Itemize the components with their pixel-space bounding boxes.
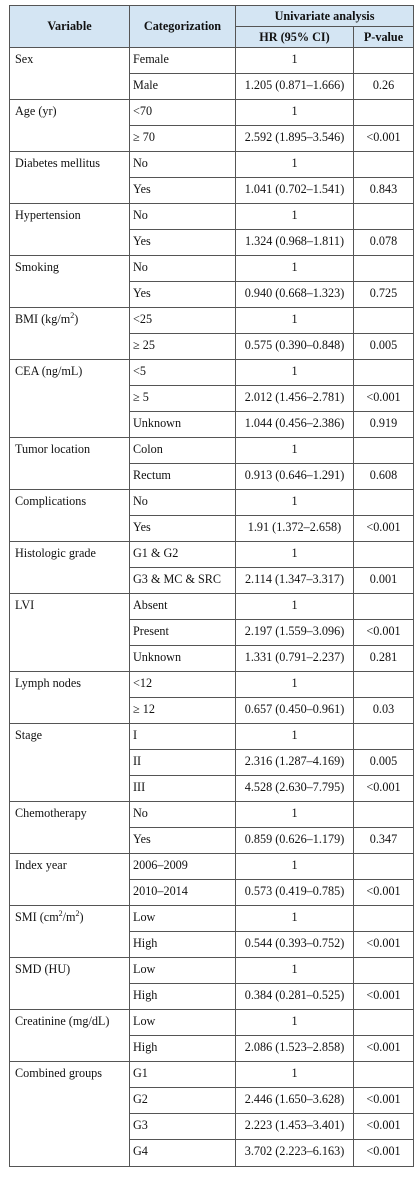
categorization-cell: <5: [130, 360, 236, 386]
table-body: [10, 48, 414, 1167]
p-value-cell: 0.725: [354, 282, 414, 308]
hr-ci-cell: 1: [236, 1062, 354, 1088]
hr-ci-cell: 2.446 (1.650–3.628): [236, 1088, 354, 1114]
hr-ci-cell: 1: [236, 958, 354, 984]
categorization-cell: Yes: [130, 230, 236, 256]
variable-label: Chemotherapy: [15, 806, 87, 820]
hr-ci-cell: 2.086 (1.523–2.858): [236, 1036, 354, 1062]
hr-ci-cell: 1.324 (0.968–1.811): [236, 230, 354, 256]
hr-ci-cell: 1: [236, 360, 354, 386]
p-value-cell: 0.347: [354, 828, 414, 854]
p-value-cell: <0.001: [354, 1140, 414, 1167]
hr-ci-cell: 1: [236, 490, 354, 516]
hr-ci-cell: 1: [236, 802, 354, 828]
variable-cell: [10, 802, 130, 828]
variable-cell: [10, 74, 130, 100]
categorization-cell: Rectum: [130, 464, 236, 490]
p-value-cell: [354, 48, 414, 74]
p-value-cell: 0.078: [354, 230, 414, 256]
hr-ci-cell: 2.592 (1.895–3.546): [236, 126, 354, 152]
table-row: [10, 958, 414, 984]
categorization-cell: Female: [130, 48, 236, 74]
hr-ci-cell: 1: [236, 542, 354, 568]
header-p-value: P-value: [354, 27, 414, 48]
p-value-cell: [354, 542, 414, 568]
hr-ci-cell: 2.114 (1.347–3.317): [236, 568, 354, 594]
table-row: [10, 438, 414, 464]
header-hr-95ci: HR (95% CI): [236, 27, 354, 48]
variable-cell: [10, 152, 130, 178]
categorization-cell: <70: [130, 100, 236, 126]
table-row: [10, 230, 414, 256]
categorization-cell: ≥ 12: [130, 698, 236, 724]
hr-ci-cell: 2.012 (1.456–2.781): [236, 386, 354, 412]
superscript: 2: [58, 908, 63, 918]
table-row: [10, 1010, 414, 1036]
p-value-cell: 0.001: [354, 568, 414, 594]
categorization-cell: G3 & MC & SRC: [130, 568, 236, 594]
categorization-cell: G4: [130, 1140, 236, 1167]
variable-cell: [10, 620, 130, 646]
table-row: [10, 750, 414, 776]
categorization-cell: G1: [130, 1062, 236, 1088]
hr-ci-cell: 0.544 (0.393–0.752): [236, 932, 354, 958]
categorization-cell: Unknown: [130, 412, 236, 438]
variable-cell: [10, 178, 130, 204]
categorization-cell: No: [130, 204, 236, 230]
table-row: [10, 672, 414, 698]
p-value-cell: <0.001: [354, 516, 414, 542]
variable-cell: [10, 906, 130, 932]
hr-ci-cell: 1: [236, 256, 354, 282]
table-row: [10, 698, 414, 724]
hr-ci-cell: 1: [236, 724, 354, 750]
variable-label: Age (yr): [15, 104, 57, 118]
p-value-cell: [354, 802, 414, 828]
header-categorization: Categorization: [130, 6, 236, 48]
table-row: [10, 802, 414, 828]
variable-label: Combined groups: [15, 1066, 103, 1080]
variable-label: Diabetes mellitus: [15, 156, 100, 170]
hr-ci-cell: 1: [236, 204, 354, 230]
variable-label: Creatinine (mg/dL): [15, 1014, 110, 1028]
categorization-cell: I: [130, 724, 236, 750]
categorization-cell: Yes: [130, 516, 236, 542]
p-value-cell: 0.919: [354, 412, 414, 438]
variable-cell: [10, 672, 130, 698]
header-variable: Variable: [10, 6, 130, 48]
variable-label: CEA (ng/mL): [15, 364, 83, 378]
variable-label: Smoking: [15, 260, 60, 274]
variable-cell: [10, 1114, 130, 1140]
hr-ci-cell: 4.528 (2.630–7.795): [236, 776, 354, 802]
p-value-cell: 0.005: [354, 750, 414, 776]
table-row: [10, 854, 414, 880]
table-row: [10, 74, 414, 100]
variable-cell: [10, 984, 130, 1010]
variable-cell: [10, 412, 130, 438]
variable-label: Tumor location: [15, 442, 91, 456]
variable-cell: [10, 958, 130, 984]
header-univariate-analysis: Univariate analysis: [236, 6, 414, 27]
table-row: [10, 464, 414, 490]
categorization-cell: High: [130, 932, 236, 958]
variable-label: SMD (HU): [15, 962, 71, 976]
table-container: [9, 5, 414, 1167]
hr-ci-cell: 1: [236, 48, 354, 74]
table-row: [10, 308, 414, 334]
variable-cell: [10, 490, 130, 516]
categorization-cell: Low: [130, 958, 236, 984]
categorization-cell: 2006–2009: [130, 854, 236, 880]
categorization-cell: G3: [130, 1114, 236, 1140]
variable-cell: [10, 256, 130, 282]
p-value-cell: <0.001: [354, 1036, 414, 1062]
table-row: [10, 828, 414, 854]
table-row: [10, 412, 414, 438]
table-row: [10, 360, 414, 386]
hr-ci-cell: 0.573 (0.419–0.785): [236, 880, 354, 906]
variable-label: Histologic grade: [15, 546, 96, 560]
categorization-cell: G2: [130, 1088, 236, 1114]
categorization-cell: No: [130, 490, 236, 516]
hr-ci-cell: 0.940 (0.668–1.323): [236, 282, 354, 308]
hr-ci-cell: 1.044 (0.456–2.386): [236, 412, 354, 438]
hr-ci-cell: 1: [236, 308, 354, 334]
table-row: [10, 256, 414, 282]
hr-ci-cell: 0.859 (0.626–1.179): [236, 828, 354, 854]
variable-cell: [10, 932, 130, 958]
table-row: [10, 1062, 414, 1088]
table-row: [10, 516, 414, 542]
hr-ci-cell: 2.316 (1.287–4.169): [236, 750, 354, 776]
hr-ci-cell: 0.657 (0.450–0.961): [236, 698, 354, 724]
p-value-cell: [354, 594, 414, 620]
hr-ci-cell: 1: [236, 100, 354, 126]
table-row: [10, 594, 414, 620]
variable-cell: [10, 1088, 130, 1114]
categorization-cell: G1 & G2: [130, 542, 236, 568]
hr-ci-cell: 0.384 (0.281–0.525): [236, 984, 354, 1010]
table-row: [10, 542, 414, 568]
categorization-cell: No: [130, 802, 236, 828]
categorization-cell: No: [130, 256, 236, 282]
p-value-cell: [354, 308, 414, 334]
variable-cell: [10, 464, 130, 490]
p-value-cell: <0.001: [354, 126, 414, 152]
variable-cell: [10, 750, 130, 776]
variable-cell: [10, 1062, 130, 1088]
hr-ci-cell: 0.575 (0.390–0.848): [236, 334, 354, 360]
table-row: [10, 1088, 414, 1114]
variable-cell: [10, 386, 130, 412]
p-value-cell: <0.001: [354, 984, 414, 1010]
p-value-cell: [354, 256, 414, 282]
table-row: [10, 386, 414, 412]
p-value-cell: [354, 1010, 414, 1036]
table-row: [10, 100, 414, 126]
p-value-cell: [354, 1062, 414, 1088]
table-row: [10, 880, 414, 906]
variable-label: Complications: [15, 494, 87, 508]
variable-cell: [10, 1010, 130, 1036]
variable-cell: [10, 308, 130, 334]
variable-label: Index year: [15, 858, 67, 872]
categorization-cell: Absent: [130, 594, 236, 620]
variable-cell: [10, 360, 130, 386]
categorization-cell: II: [130, 750, 236, 776]
variable-cell: [10, 880, 130, 906]
p-value-cell: [354, 906, 414, 932]
variable-cell: [10, 438, 130, 464]
p-value-cell: <0.001: [354, 386, 414, 412]
hr-ci-cell: 1.91 (1.372–2.658): [236, 516, 354, 542]
hr-ci-cell: 1.041 (0.702–1.541): [236, 178, 354, 204]
table-row: [10, 126, 414, 152]
p-value-cell: 0.281: [354, 646, 414, 672]
variable-cell: [10, 828, 130, 854]
hr-ci-cell: 1.331 (0.791–2.237): [236, 646, 354, 672]
table-row: [10, 1114, 414, 1140]
variable-cell: [10, 1140, 130, 1167]
variable-cell: [10, 282, 130, 308]
p-value-cell: [354, 958, 414, 984]
table-row: [10, 1140, 414, 1167]
categorization-cell: ≥ 25: [130, 334, 236, 360]
variable-cell: [10, 204, 130, 230]
categorization-cell: Unknown: [130, 646, 236, 672]
variable-cell: [10, 334, 130, 360]
categorization-cell: No: [130, 152, 236, 178]
p-value-cell: <0.001: [354, 932, 414, 958]
p-value-cell: <0.001: [354, 1114, 414, 1140]
table-row: [10, 984, 414, 1010]
table-row: [10, 568, 414, 594]
p-value-cell: <0.001: [354, 776, 414, 802]
table-row: [10, 152, 414, 178]
table-row: [10, 724, 414, 750]
table-row: [10, 1036, 414, 1062]
variable-cell: [10, 126, 130, 152]
hr-ci-cell: 1: [236, 594, 354, 620]
variable-cell: [10, 698, 130, 724]
variable-cell: [10, 594, 130, 620]
categorization-cell: Yes: [130, 178, 236, 204]
variable-label: Hypertension: [15, 208, 81, 222]
categorization-cell: Low: [130, 1010, 236, 1036]
hr-ci-cell: 1: [236, 854, 354, 880]
table-row: [10, 334, 414, 360]
p-value-cell: 0.03: [354, 698, 414, 724]
categorization-cell: Colon: [130, 438, 236, 464]
p-value-cell: [354, 360, 414, 386]
categorization-cell: Male: [130, 74, 236, 100]
categorization-cell: Low: [130, 906, 236, 932]
p-value-cell: [354, 152, 414, 178]
variable-cell: [10, 230, 130, 256]
variable-cell: [10, 854, 130, 880]
categorization-cell: ≥ 70: [130, 126, 236, 152]
table-row: [10, 48, 414, 74]
categorization-cell: ≥ 5: [130, 386, 236, 412]
table-row: [10, 932, 414, 958]
variable-label-end: /m: [62, 910, 76, 924]
p-value-cell: [354, 672, 414, 698]
hr-ci-cell: 3.702 (2.223–6.163): [236, 1140, 354, 1167]
p-value-cell: <0.001: [354, 1088, 414, 1114]
categorization-cell: III: [130, 776, 236, 802]
variable-cell: [10, 542, 130, 568]
superscript: 2: [75, 908, 80, 918]
categorization-cell: <12: [130, 672, 236, 698]
variable-label: LVI: [15, 598, 35, 612]
hr-ci-cell: 1.205 (0.871–1.666): [236, 74, 354, 100]
table-row: [10, 204, 414, 230]
p-value-cell: [354, 490, 414, 516]
p-value-cell: [354, 100, 414, 126]
variable-cell: [10, 646, 130, 672]
hr-ci-cell: 1: [236, 438, 354, 464]
p-value-cell: <0.001: [354, 620, 414, 646]
variable-label: Lymph nodes: [15, 676, 82, 690]
hr-ci-cell: 1: [236, 1010, 354, 1036]
p-value-cell: [354, 854, 414, 880]
table-row: [10, 906, 414, 932]
variable-label: BMI (kg/m: [15, 312, 71, 326]
variable-label: Sex: [15, 52, 34, 66]
p-value-cell: 0.005: [354, 334, 414, 360]
hr-ci-cell: 1: [236, 152, 354, 178]
p-value-cell: [354, 724, 414, 750]
categorization-cell: Present: [130, 620, 236, 646]
variable-cell: [10, 516, 130, 542]
categorization-cell: Yes: [130, 282, 236, 308]
p-value-cell: [354, 204, 414, 230]
categorization-cell: Yes: [130, 828, 236, 854]
categorization-cell: 2010–2014: [130, 880, 236, 906]
variable-label-end: ): [74, 312, 79, 326]
variable-cell: [10, 724, 130, 750]
univariate-analysis-table: [9, 5, 414, 1167]
variable-cell: [10, 48, 130, 74]
p-value-cell: [354, 438, 414, 464]
hr-ci-cell: 2.223 (1.453–3.401): [236, 1114, 354, 1140]
p-value-cell: <0.001: [354, 880, 414, 906]
hr-ci-cell: 1: [236, 672, 354, 698]
table-header: [10, 6, 414, 48]
categorization-cell: High: [130, 984, 236, 1010]
superscript: 2: [70, 310, 75, 320]
hr-ci-cell: 1: [236, 906, 354, 932]
table-row: [10, 776, 414, 802]
variable-cell: [10, 568, 130, 594]
variable-label-end: ): [79, 910, 84, 924]
variable-label: SMI (cm: [15, 910, 59, 924]
hr-ci-cell: 0.913 (0.646–1.291): [236, 464, 354, 490]
p-value-cell: 0.843: [354, 178, 414, 204]
table-row: [10, 282, 414, 308]
variable-label: Stage: [15, 728, 43, 742]
table-row: [10, 490, 414, 516]
p-value-cell: 0.608: [354, 464, 414, 490]
categorization-cell: High: [130, 1036, 236, 1062]
categorization-cell: <25: [130, 308, 236, 334]
variable-cell: [10, 776, 130, 802]
variable-cell: [10, 1036, 130, 1062]
table-row: [10, 178, 414, 204]
hr-ci-cell: 2.197 (1.559–3.096): [236, 620, 354, 646]
table-row: [10, 646, 414, 672]
p-value-cell: 0.26: [354, 74, 414, 100]
table-row: [10, 620, 414, 646]
variable-cell: [10, 100, 130, 126]
